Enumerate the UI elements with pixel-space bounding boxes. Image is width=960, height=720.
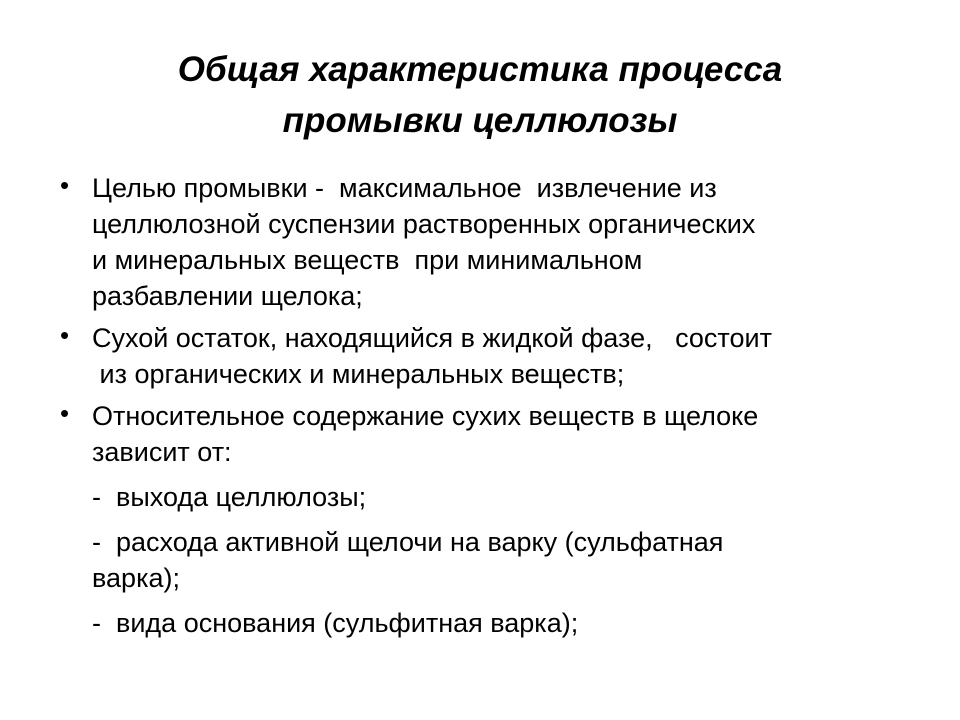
bullet-text-line: и минеральных веществ при минимальном [92,245,643,275]
bullet-text-line: Сухой остаток, находящийся в жидкой фазе, состоит [92,323,772,353]
bullet-item [60,170,940,314]
sub-item-text-line: варка); [92,563,180,593]
bullet-icon: • [60,398,70,428]
slide-title [0,44,960,146]
sub-item [60,524,940,596]
bullet-text-line: зависит от: [92,437,232,467]
slide-body [60,170,940,650]
bullet-text-line: Относительное содержание сухих веществ в щелоке [92,401,759,431]
slide-title-line-1: Общая характеристика процесса [177,50,783,89]
bullet-item [60,398,940,470]
bullet-text-line: целлюлозной суспензии растворенных органических [92,209,756,239]
bullet-text-line: разбавлении щелока; [92,281,363,311]
sub-item [60,479,940,515]
bullet-icon: • [60,170,70,200]
sub-item-text-line: - вида основания (сульфитная варка); [92,608,579,638]
sub-item-text-line: - выхода целлюлозы; [92,482,367,512]
bullet-icon: • [60,320,70,350]
sub-item-text-line: - расхода активной щелочи на варку (сульфатная [92,527,724,557]
bullet-item [60,320,940,392]
sub-item [60,605,940,641]
bullet-text-line: из органических и минеральных веществ; [92,359,625,389]
bullet-text-line: Целью промывки - максимальное извлечение из [92,173,717,203]
slide-title-line-2: промывки целлюлозы [282,101,678,140]
